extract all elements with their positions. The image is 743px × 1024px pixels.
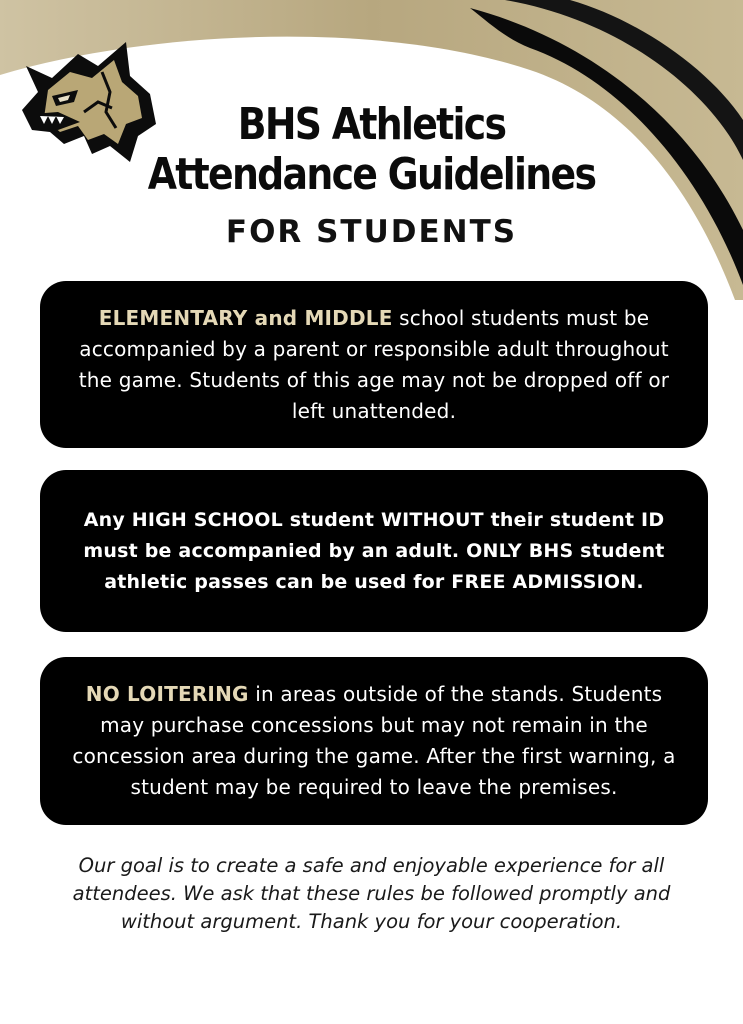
rule-highlight: NO LOITERING xyxy=(85,682,249,706)
rule-body: Any HIGH SCHOOL student WITHOUT their student ID must be accompanied by an adult. ONLY BHS student athletic passes can be used for FREE ADMISSION. xyxy=(83,508,665,593)
rule-body: school students must be accompanied by a parent or responsible adult throughout the game. Students of this age may not be dropped off or left unattended. xyxy=(78,305,670,423)
rule-card-elementary-middle xyxy=(40,281,708,448)
rule-card-no-loitering xyxy=(40,657,708,825)
title-block xyxy=(60,100,683,250)
title-line-2: Attendance Guidelines xyxy=(147,149,596,200)
rule-highlight: ELEMENTARY and MIDDLE xyxy=(98,305,393,330)
subtitle: FOR STUDENTS xyxy=(225,214,518,250)
rule-text xyxy=(66,303,682,427)
title-line-1: BHS Athletics xyxy=(237,99,506,150)
rule-body: in areas outside of the stands. Students may purchase concessions but may not remain in the concession area during the game. After the first warning, a student may be required to leave the premises. xyxy=(72,682,676,799)
rule-card-high-school xyxy=(40,470,708,632)
closing-message: Our goal is to create a safe and enjoyable experience for all attendees. We ask that these rules be followed promptly and without argument. Thank you for your cooperation. xyxy=(72,854,671,933)
rule-text xyxy=(66,679,682,803)
rule-text xyxy=(66,505,682,598)
